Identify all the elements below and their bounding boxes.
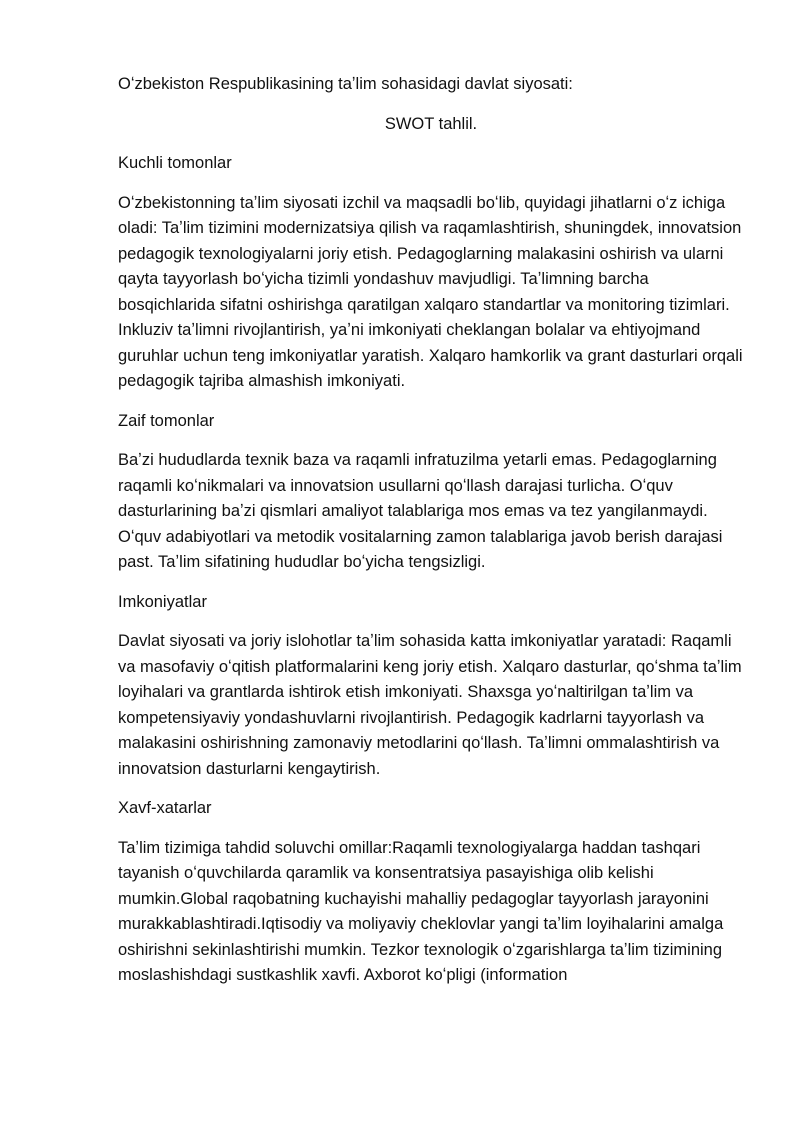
- section-heading-opportunities: Imkoniyatlar: [118, 592, 207, 611]
- section-body-weaknesses: Baʼzi hududlarda texnik baza va raqamli infratuzilma yetarli emas. Pedagoglarning raqamli koʻnikmalari va innovatsion usullarni qoʻllash darajasi turlicha. Oʻquv dasturlarining baʼzi qismlari amaliyot talablariga mos emas va tez yangilanmaydi. Oʻquv adabiyotlari va metodik vositalarning zamon talablariga javob berish darajasi past. Taʼlim sifatining hududlar boʻyicha tengsizligi.: [118, 451, 723, 571]
- section-heading-threats: Xavf-xatarlar: [118, 799, 212, 817]
- section-body-opportunities: Davlat siyosati va joriy islohotlar taʼlim sohasida katta imkoniyatlar yaratadi: Raqamli va masofaviy oʻqitish platformalarini keng joriy etish. Xalqaro dasturlar, qoʻshma taʼlim loyihalari va grantlarda ishtirok etish imkoniyati. Shaxsga yoʻnaltirilgan taʼlim va kompetensiyaviy yondashuvlarni rivojlantirish. Pedagogik kadrlarni tayyorlash va malakasini oshirishning zamonaviy metodlarini qoʻllash. Taʼlimni ommalashtirish va innovatsion dasturlarni kengaytirish.: [118, 632, 742, 778]
- section-body-threats: Taʼlim tizimiga tahdid soluvchi omillar:Raqamli texnologiyalarga haddan tashqari tayanish oʻquvchilarda qaramlik va konsentratsiya pasayishiga olib kelishi mumkin.Global raqobatning kuchayishi mahalliy pedagoglar tayyorlash jarayonini murakkablashtiradi.Iqtisodiy va moliyaviy cheklovlar yangi taʼlim loyihalarini amalga oshirishni sekinlashtirishi mumkin. Tezkor texnologik oʻzgarishlarga taʼlim tizimining moslashishdagi sustkashlik xavfi. Axborot koʻpligi (information: [118, 838, 724, 984]
- section-heading-weaknesses: Zaif tomonlar: [118, 411, 215, 430]
- section-body-strengths: Oʻzbekistonning taʼlim siyosati izchil va maqsadli boʻlib, quyidagi jihatlarni oʻz ichiga oladi: Taʼlim tizimini modernizatsiya qilish va raqamlashtirish, shuningdek, innovatsion pedagogik texnologiyalarni joriy etish. Pedagoglarning malakasini oshirish va ularni qayta tayyorlash boʻyicha tizimli yondashuv mavjudligi. Taʼlimning barcha bosqichlarida sifatni oshirishga qaratilgan xalqaro standartlar va monitoring tizimlari. Inkluziv taʼlimni rivojlantirish, yaʼni imkoniyati cheklangan bolalar va ehtiyojmand guruhlar uchun teng imkoniyatlar yaratish. Xalqaro hamkorlik va grant dasturlari orqali pedagogik tajriba almashish imkoniyati.: [118, 193, 743, 390]
- document-subtitle: SWOT tahlil.: [384, 114, 478, 133]
- section-heading-strengths: Kuchli tomonlar: [118, 154, 232, 172]
- document-title: Oʻzbekiston Respublikasining taʼlim sohasidagi davlat siyosati:: [118, 75, 573, 93]
